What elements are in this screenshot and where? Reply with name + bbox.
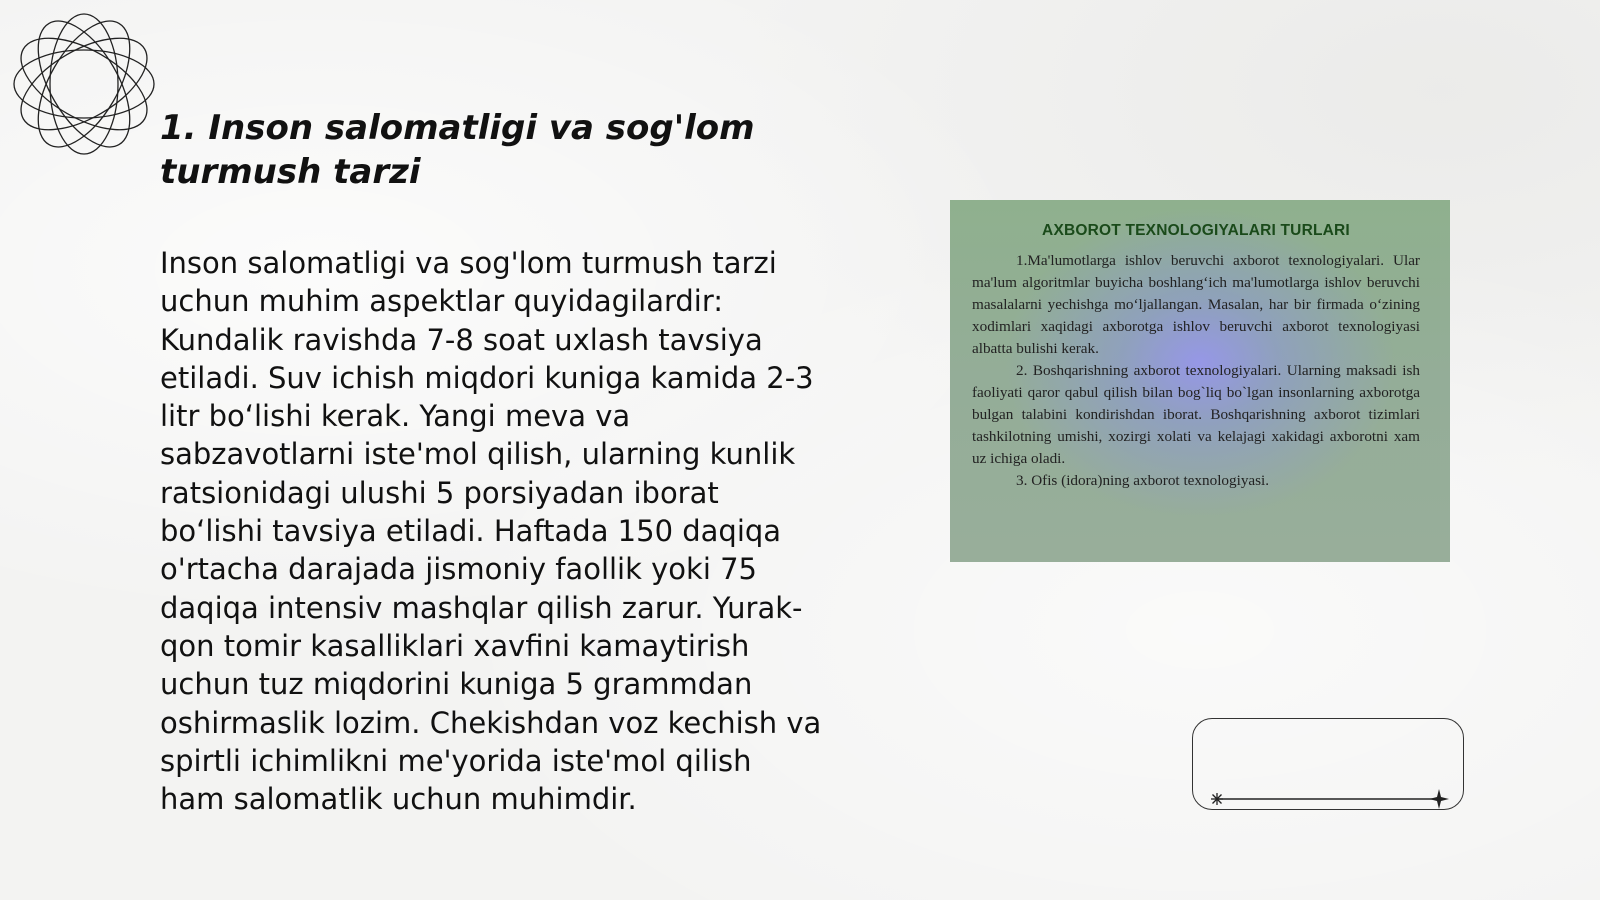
image-card-paragraph-3: 3. Ofis (idora)ning axborot texnologiyasi. — [1016, 472, 1270, 489]
image-card-paragraph-2: 2. Boshqarishning axborot texnologiyalari. Ularning maksadi ish faoliyati qaror qabul qilish bilan bog`liq bo`lgan insonlarning axborotga bulgan talabini kondirishdan iborat. Boshqarishning axborot tizimlari tashkilotning umishi, xozirgi xolati va kelajagi xakidagi axborotni xam uz ichiga oladi. — [972, 362, 1420, 467]
slide-title: 1. Inson salomatligi va sog'lom turmush tarzi — [160, 108, 755, 192]
embedded-document-image — [950, 200, 1450, 562]
image-card-heading: AXBOROT TEXNOLOGIYALARI TURLARI — [1042, 222, 1350, 239]
starburst-icon — [1211, 793, 1223, 805]
decorative-rounded-box — [1192, 718, 1464, 810]
decorative-line — [1207, 789, 1463, 809]
slide-body-text: Inson salomatligi va sog'lom turmush tarzi uchun muhim aspektlar quyidagilardir: Kundalik ravishda 7-8 soat uxlash tavsiya etiladi. Suv ichish miqdori kuniga kamida 2-3 litr bo‘lishi kerak. Yangi meva va sabzavotlarni iste'mol qilish, ularning kunlik ratsionidagi ulushi 5 porsiyadan iborat bo‘lishi tavsiya etiladi. Haftada 150 daqiqa o'rtacha darajada jismoniy faollik yoki 75 daqiqa intensiv mashqlar qilish zarur. Yurak- qon tomir kasalliklari xavfini kamaytirish uchun tuz miqdorini kuniga 5 grammdan oshirmaslik lozim. Chekishdan voz kechish va spirtli ichimlikni me'yorida iste'mol qilish ham salomatlik uchun muhimdir. — [160, 246, 822, 817]
rosette-ornament-icon — [10, 10, 158, 158]
image-card-paragraph-1: 1.Ma'lumotlarga ishlov beruvchi axborot texnologiyalari. Ular ma'lum algoritmlar buyicha boshlang‘ich ma'lumotlarga ishlov beruvchi masalalarni yechishga mo‘ljallangan. Masalan, har bir firmada o‘zining xodimlari xaqidagi axborotga ishlov beruvchi axborot texnologiyasi albatta bulishi kerak. — [972, 252, 1420, 357]
sparkle-icon — [1429, 789, 1449, 809]
